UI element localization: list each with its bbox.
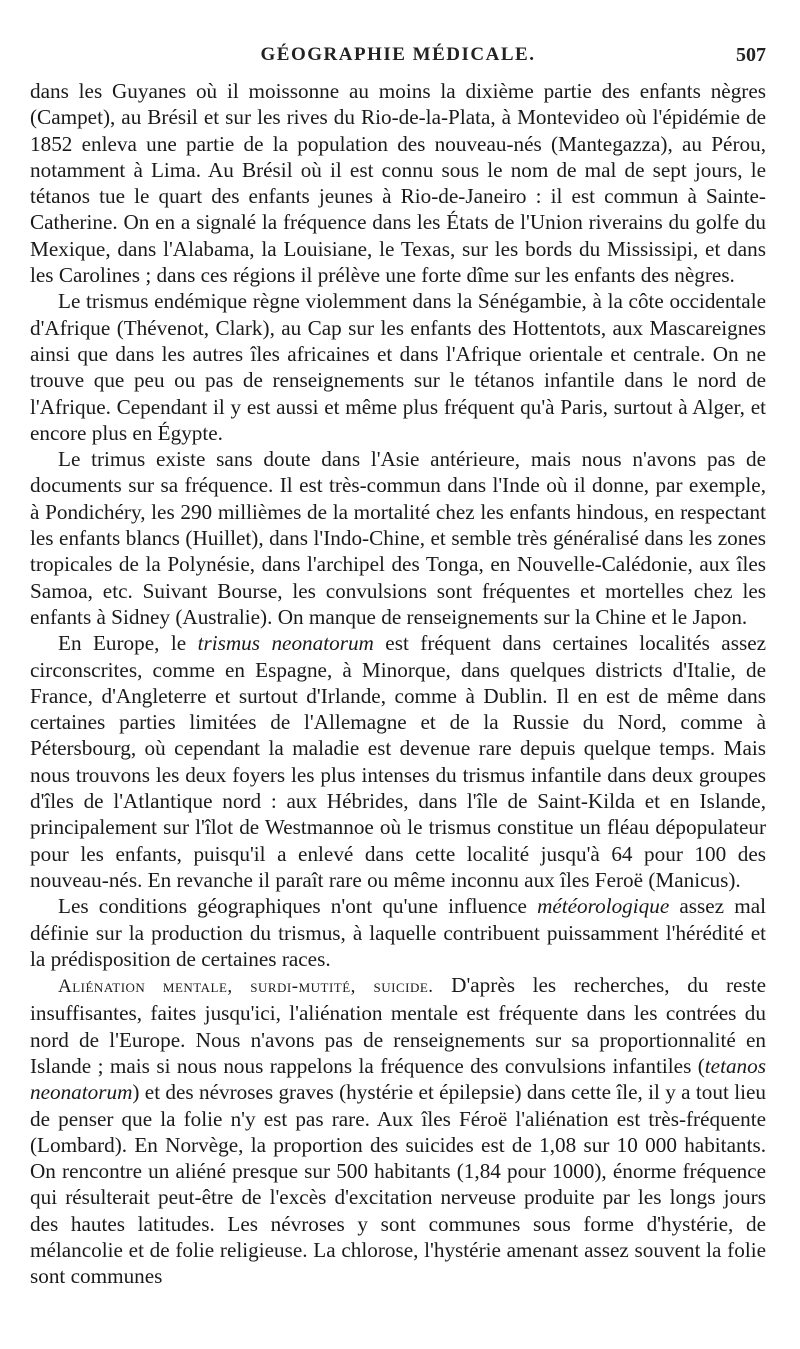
running-title: GÉOGRAPHIE MÉDICALE.	[260, 44, 536, 65]
paragraph-5	[30, 893, 766, 972]
paragraph-5-italic: météorologique	[537, 894, 670, 919]
paragraph-4	[30, 630, 766, 893]
paragraph-1: dans les Guyanes où il moissonne au moins la dixième partie des enfants nègres (Campet), au Brésil et sur les rives du Rio-de-la-Plata, à Montevideo où l'épidémie de 1852 enleva une partie de la population des nouveau-nés (Mantegazza), au Pérou, notamment à Lima. Au Brésil où il est connu sous le nom de mal de sept jours, le tétanos tue le quart des enfants jeunes à Rio-de-Janeiro : il est commun à Sainte-Catherine. On en a signalé la fréquence dans les États de l'Union riverains du golfe du Mexique, dans l'Alabama, la Louisiane, le Texas, sur les bords du Mississipi, et dans les Carolines ; dans ces régions il prélève une forte dîme sur les enfants des nègres.	[30, 79, 766, 288]
section-heading: Aliénation mentale, surdi-mutité, suicide.	[58, 976, 434, 998]
paragraph-5-text-end: assez mal définie sur la production du trismus, à laquelle contribuent puissamment l'hérédité et la prédisposition de certaines races.	[30, 894, 766, 971]
paragraph-5-text-start: Les conditions géographiques n'ont qu'une influence	[58, 894, 538, 919]
paragraph-6-italic: tetanos neonatorum	[30, 1053, 766, 1105]
paragraph-4-italic: trismus neonatorum	[197, 631, 374, 656]
paragraph-4-text-end: est fréquent dans certaines localités assez circonscrites, comme en Espagne, à Minorque, dans quelques districts d'Italie, de France, d'Angleterre et surtout d'Irlande, comme à Dublin. Il en est de même dans certaines parties limitées de l'Allemagne et de la Russie du Nord, comme à Pétersbourg, où cependant la maladie est devenue rare depuis quelque temps. Mais nous trouvons les deux foyers les plus intenses du trismus infantile dans deux groupes d'îles de l'Atlantique nord : aux Hébrides, dans l'île de Saint-Kilda et en Islande, principalement sur l'îlot de Westmannoe où le trismus constitue un fléau dépopulateur pour les enfants, puisqu'il a enlevé dans cette localité jusqu'à 64 pour 100 des nouveau-nés. En revanche il paraît rare ou même inconnu aux îles Feroë (Manicus).	[30, 631, 767, 892]
page-number: 507	[736, 44, 766, 66]
paragraph-6	[30, 972, 766, 1290]
paragraph-4-text-start: En Europe, le	[58, 631, 198, 656]
paragraph-3: Le trimus existe sans doute dans l'Asie antérieure, mais nous n'avons pas de documents sur sa fréquence. Il est très-commun dans l'Inde où il donne, par exemple, à Pondichéry, les 290 millièmes de la mortalité chez les enfants hindous, en respectant les enfants blancs (Huillet), dans l'Indo-Chine, et semble très généralisé dans les zones tropicales de la Polynésie, dans l'archipel des Tonga, en Nouvelle-Calédonie, aux îles Samoa, etc. Suivant Bourse, les convulsions sont fréquentes et mortelles chez les enfants à Sidney (Australie). On manque de renseignements sur la Chine et le Japon.	[30, 447, 766, 629]
paragraph-6-text-start: D'après les recherches, du reste insuffisantes, faites jusqu'ici, l'aliénation mentale est fréquente dans les contrées du nord de l'Europe. Nous n'avons pas de renseignements sur sa proportionnalité en Islande ; mais si nous nous rappelons la fréquence des convulsions infantiles (	[30, 973, 766, 1078]
paragraph-6-text-end: ) et des névroses graves (hystérie et épilepsie) dans cette île, il y a tout lieu de penser que la folie n'y est pas rare. Aux îles Féroë l'aliénation est très-fréquente (Lombard). En Norvège, la proportion des suicides est de 1,08 sur 10 000 habitants. On rencontre un aliéné presque sur 500 habitants (1,84 pour 1000), énorme fréquence qui résulterait peut-être de l'excès d'excitation nerveuse produite par les longs jours des hautes latitudes. Les névroses y sont communes sous forme d'hystérie, de mélancolie et de folie religieuse. La chlorose, l'hystérie amenant assez souvent la folie sont communes	[30, 1080, 766, 1289]
body-text	[30, 78, 766, 1290]
running-head	[30, 44, 766, 78]
paragraph-2: Le trismus endémique règne violemment dans la Sénégambie, à la côte occidentale d'Afrique (Thévenot, Clark), au Cap sur les enfants des Hottentots, aux Mascareignes ainsi que dans les autres îles africaines et dans l'Afrique orientale et centrale. On ne trouve que peu ou pas de renseignements sur le tétanos infantile dans le nord de l'Afrique. Cependant il y est aussi et même plus fréquent qu'à Paris, surtout à Alger, et encore plus en Égypte.	[30, 289, 766, 445]
